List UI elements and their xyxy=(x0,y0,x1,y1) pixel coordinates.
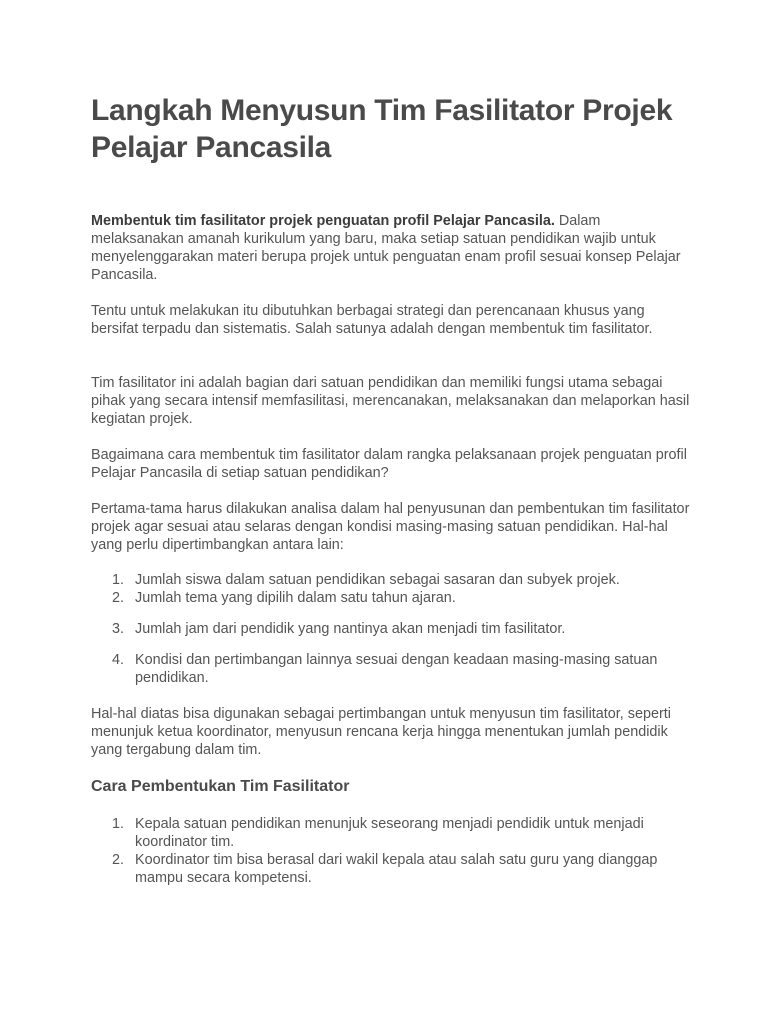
list-number: 2. xyxy=(112,590,125,606)
intro-bold-text: Membentuk tim fasilitator projek penguatan profil Pelajar Pancasila. xyxy=(91,213,555,229)
list-item xyxy=(91,851,691,887)
list-number: 1. xyxy=(112,572,125,588)
list-item-text: Jumlah tema yang dipilih dalam satu tahun ajaran. xyxy=(135,590,456,606)
paragraph: Tentu untuk melakukan itu dibutuhkan berbagai strategi dan perencanaan khusus yang bersifat terpadu dan sistematis. Salah satunya adalah dengan membentuk tim fasilitator. xyxy=(91,303,653,337)
closing-paragraph: Hal-hal diatas bisa digunakan sebagai pertimbangan untuk menyusun tim fasilitator, seperti menunjuk ketua koordinator, menyusun rencana kerja hingga menentukan jumlah pendidik yang tergabung dalam tim. xyxy=(91,706,671,758)
paragraph: Tim fasilitator ini adalah bagian dari satuan pendidikan dan memiliki fungsi utama sebagai pihak yang secara intensif memfasilitasi, merencanakan, melaksanakan dan melaporkan hasil kegiatan projek. xyxy=(91,375,690,427)
list-item-text: Jumlah siswa dalam satuan pendidikan sebagai sasaran dan subyek projek. xyxy=(135,572,620,588)
list-number: 2. xyxy=(112,852,125,868)
section-heading: Cara Pembentukan Tim Fasilitator xyxy=(91,778,350,795)
list-item-text: Jumlah jam dari pendidik yang nantinya akan menjadi tim fasilitator. xyxy=(135,621,566,637)
considerations-list xyxy=(91,571,691,687)
list-item-text: Kondisi dan pertimbangan lainnya sesuai dengan keadaan masing-masing satuan pendidikan. xyxy=(135,652,658,686)
list-item xyxy=(91,571,691,589)
page-title: Langkah Menyusun Tim Fasilitator Projek Pelajar Pancasila xyxy=(91,94,673,164)
list-item xyxy=(91,620,691,638)
list-item xyxy=(91,815,691,851)
list-item-text: Koordinator tim bisa berasal dari wakil kepala atau salah satu guru yang dianggap mampu secara kompetensi. xyxy=(135,852,658,886)
steps-list xyxy=(91,815,691,887)
intro-paragraph xyxy=(91,212,691,284)
intro-text: Dalam melaksanakan amanah kurikulum yang baru, maka setiap satuan pendidikan wajib untuk menyelenggarakan materi berupa projek untuk penguatan enam profil sesuai konsep Pelajar Pancasila. xyxy=(91,213,681,283)
list-item xyxy=(91,589,691,607)
list-item xyxy=(91,651,691,687)
paragraph: Pertama-tama harus dilakukan analisa dalam hal penyusunan dan pembentukan tim fasilitator projek agar sesuai atau selaras dengan kondisi masing-masing satuan pendidikan. Hal-hal yang perlu dipertimbangkan antara lain: xyxy=(91,501,690,553)
list-number: 4. xyxy=(112,652,125,668)
list-number: 3. xyxy=(112,621,125,637)
list-number: 1. xyxy=(112,816,125,832)
list-item-text: Kepala satuan pendidikan menunjuk seseorang menjadi pendidik untuk menjadi koordinator tim. xyxy=(135,816,644,850)
paragraph: Bagaimana cara membentuk tim fasilitator dalam rangka pelaksanaan projek penguatan profil Pelajar Pancasila di setiap satuan pendidikan? xyxy=(91,447,687,481)
